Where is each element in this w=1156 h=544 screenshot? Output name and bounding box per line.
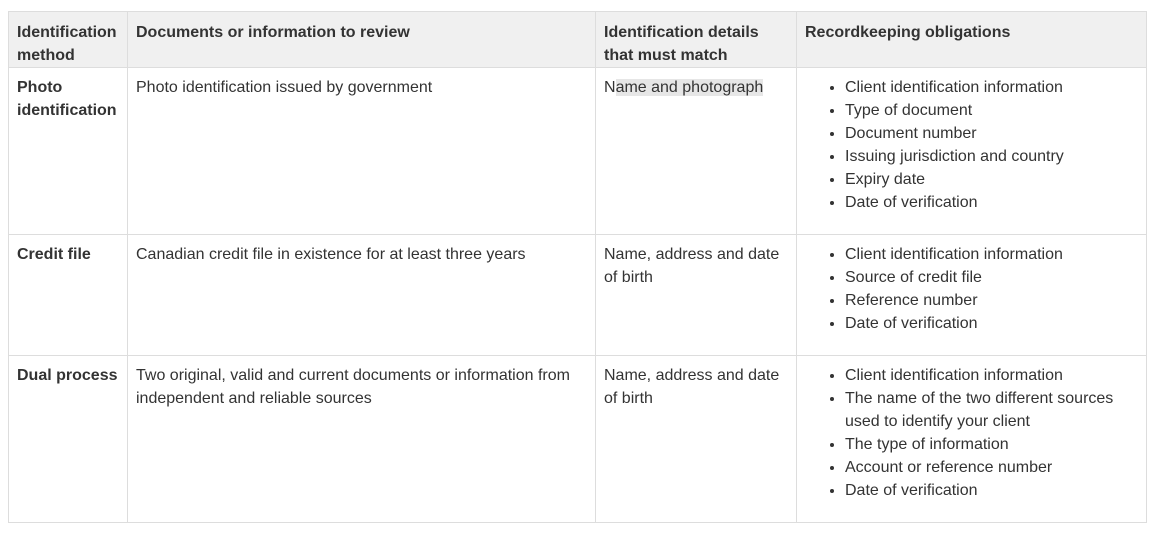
list-item: • Expiry date xyxy=(845,168,1138,191)
documents-cell: Canadian credit file in existence for at least three years xyxy=(128,235,596,356)
method-cell: Dual process xyxy=(9,356,128,523)
obligations-list xyxy=(805,243,1138,335)
list-item: • Client identification information xyxy=(845,364,1138,387)
table-header-row xyxy=(9,12,1147,68)
list-item: • Date of verification xyxy=(845,191,1138,214)
table-row xyxy=(9,356,1147,523)
identification-methods-table-wrapper xyxy=(8,11,1147,523)
method-cell: Credit file xyxy=(9,235,128,356)
obligations-cell xyxy=(797,356,1147,523)
list-item: • Reference number xyxy=(845,289,1138,312)
list-item: • Type of document xyxy=(845,99,1138,122)
list-item: • Date of verification xyxy=(845,479,1138,502)
list-item: • Date of verification xyxy=(845,312,1138,335)
details-cell: Name, address and date of birth xyxy=(596,235,797,356)
list-item: • Document number xyxy=(845,122,1138,145)
method-cell: Photo identification xyxy=(9,68,128,235)
obligations-cell xyxy=(797,68,1147,235)
obligations-cell xyxy=(797,235,1147,356)
identification-methods-table xyxy=(8,11,1147,523)
list-item: • Client identification information xyxy=(845,76,1138,99)
header-details-must-match: Identification details that must match xyxy=(596,12,797,68)
table-row xyxy=(9,68,1147,235)
header-documents-to-review: Documents or information to review xyxy=(128,12,596,68)
documents-cell: Photo identification issued by government xyxy=(128,68,596,235)
details-cell: Name, address and date of birth xyxy=(596,356,797,523)
table-row xyxy=(9,235,1147,356)
details-cell xyxy=(596,68,797,235)
header-identification-method: Identification method xyxy=(9,12,128,68)
header-recordkeeping-obligations: Recordkeeping obligations xyxy=(797,12,1147,68)
list-item: • Account or reference number xyxy=(845,456,1138,479)
list-item: • Source of credit file xyxy=(845,266,1138,289)
obligations-list xyxy=(805,364,1138,502)
details-text-highlighted[interactable]: ame and photograph xyxy=(615,79,764,96)
documents-cell: Two original, valid and current documents or information from independent and reliable sources xyxy=(128,356,596,523)
details-text-prefix: N xyxy=(604,79,616,96)
obligations-list xyxy=(805,76,1138,214)
list-item: • Client identification information xyxy=(845,243,1138,266)
list-item: • Issuing jurisdiction and country xyxy=(845,145,1138,168)
list-item: • The type of information xyxy=(845,433,1138,456)
list-item: • The name of the two different sources used to identify your client xyxy=(845,387,1138,433)
